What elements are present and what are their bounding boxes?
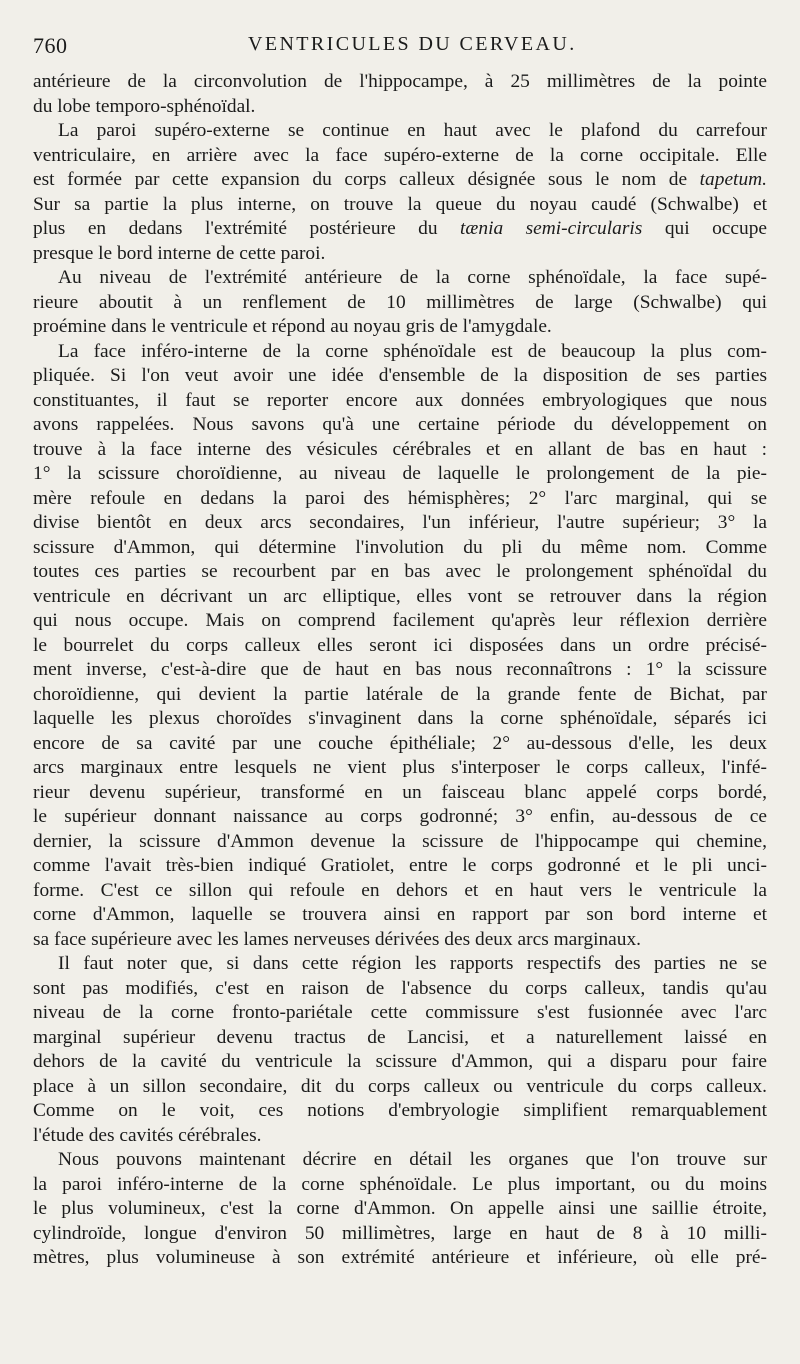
text-line [33, 438, 767, 463]
text-line [33, 119, 767, 144]
text-line [33, 879, 767, 904]
text-line [33, 1246, 767, 1271]
italic-term: tænia semi-circularis [460, 218, 643, 239]
text-line [33, 634, 767, 659]
text-line [33, 781, 767, 806]
text-line [33, 462, 767, 487]
text-line [33, 168, 767, 193]
text-line-content: sa face supérieure avec les lames nerveuses dérivées des deux arcs marginaux. [33, 928, 642, 950]
text-line [33, 977, 767, 1002]
text-line [33, 291, 767, 316]
text-line-content: pliquée. Si l'on veut avoir une idée d'ensemble de la disposition de ses parties [33, 365, 767, 386]
text-line-continuation: qui occupe [642, 218, 767, 239]
text-line [33, 952, 767, 977]
text-line [33, 830, 767, 855]
text-line-content: proémine dans le ventricule et répond au noyau gris de l'amygdale. [33, 316, 552, 337]
text-line-content: corne d'Ammon, laquelle se trouvera ainsi en rapport par son bord interne et [33, 904, 767, 925]
text-line-content: mère refoule en dedans la paroi des hémisphères; 2° l'arc marginal, qui se [33, 487, 767, 509]
text-line-content: dehors de la cavité du ventricule la scissure d'Ammon, qui a disparu pour faire [33, 1051, 767, 1072]
text-line [33, 1148, 767, 1173]
text-line-content: rieur devenu supérieur, transformé en un faisceau blanc appelé corps bordé, [33, 781, 767, 803]
text-line [33, 511, 767, 536]
text-line-content: la paroi inféro-interne de la corne sphénoïdale. Le plus important, ou du moins [33, 1173, 767, 1195]
text-line-content: ment inverse, c'est-à-dire que de haut en bas nous reconnaîtrons : 1° la scissure [33, 659, 767, 680]
text-line-content: constituantes, il faut se reporter encore aux données embryologiques que nous [33, 389, 767, 411]
text-line [33, 1099, 767, 1124]
text-line-content: Nous pouvons maintenant décrire en détail les organes que l'on trouve sur [58, 1149, 767, 1170]
text-line [33, 413, 767, 438]
text-line-content: 1° la scissure choroïdienne, au niveau de laquelle le prolongement de la pie- [33, 463, 767, 484]
text-line-content: marginal supérieur devenu tractus de Lancisi, et a naturellement laissé en [33, 1026, 767, 1048]
text-line [33, 70, 767, 95]
text-line-content: mètres, plus volumineuse à son extrémité antérieure et inférieure, où elle pré- [33, 1247, 767, 1268]
text-line-content: La face inféro-interne de la corne sphénoïdale est de beaucoup la plus com- [58, 340, 767, 362]
text-line-content: dernier, la scissure d'Ammon devenue la scissure de l'hippocampe qui chemine, [33, 830, 767, 852]
text-line-content: place à un sillon secondaire, dit du corps calleux ou ventricule du corps calleux. [33, 1075, 767, 1097]
text-line-content: cylindroïde, longue d'environ 50 millimètres, large en haut de 8 à 10 milli- [33, 1222, 767, 1244]
text-line [33, 266, 767, 291]
text-line-content: le bourrelet du corps calleux elles seront ici disposées dans un ordre précisé- [33, 634, 767, 656]
text-line [33, 658, 767, 683]
italic-term: tapetum. [699, 169, 767, 190]
text-line-content: niveau de la corne fronto-pariétale cette commissure s'est fusionnée avec l'arc [33, 1002, 767, 1023]
text-line [33, 683, 767, 708]
text-line-content: avons rappelées. Nous savons qu'à une certaine période du développement on [33, 414, 767, 435]
text-line [33, 1197, 767, 1222]
text-line [33, 144, 767, 169]
text-line-content: du lobe temporo-sphénoïdal. [33, 95, 256, 117]
text-line-content: presque le bord interne de cette paroi. [33, 242, 326, 264]
text-line [33, 389, 767, 414]
text-line [33, 1026, 767, 1051]
text-line [33, 756, 767, 781]
text-line-content: La paroi supéro-externe se continue en haut avec le plafond du carrefour [58, 120, 767, 141]
text-line-content: plus en dedans l'extrémité postérieure du [33, 218, 461, 239]
text-line [33, 1075, 767, 1100]
text-line [33, 487, 767, 512]
text-line-content: scissure d'Ammon, qui détermine l'involution du pli du même nom. Comme [33, 536, 767, 558]
text-line [33, 854, 767, 879]
text-line [33, 1050, 767, 1075]
text-line-content: l'étude des cavités cérébrales. [33, 1124, 262, 1146]
body-text [33, 70, 767, 1271]
text-line [33, 928, 767, 953]
text-line [33, 1124, 767, 1149]
text-line [33, 1001, 767, 1026]
text-line-content: trouve à la face interne des vésicules cérébrales et en allant de bas en haut : [33, 438, 767, 460]
text-line-content: choroïdienne, qui devient la partie latérale de la grande fente de Bichat, par [33, 683, 767, 705]
text-line-content: forme. C'est ce sillon qui refoule en dehors et en haut vers le ventricule la [33, 879, 767, 901]
text-line [33, 732, 767, 757]
text-line-content: est formée par cette expansion du corps calleux désignée sous le nom de [33, 169, 700, 190]
text-line [33, 585, 767, 610]
text-line [33, 560, 767, 585]
text-line [33, 242, 767, 267]
text-line [33, 315, 767, 340]
text-line [33, 609, 767, 634]
text-line [33, 364, 767, 389]
text-line-content: divise bientôt en deux arcs secondaires, l'un inférieur, l'autre supérieur; 3° la [33, 512, 767, 533]
text-line-content: qui nous occupe. Mais on comprend facilement qu'après leur réflexion derrière [33, 610, 767, 631]
text-line [33, 1222, 767, 1247]
text-line [33, 217, 767, 242]
text-line [33, 536, 767, 561]
text-line-content: comme l'avait très-bien indiqué Gratiolet, entre le corps godronné et le pli unci- [33, 855, 767, 876]
text-line [33, 903, 767, 928]
text-line-content: encore de sa cavité par une couche épithéliale; 2° au-dessous d'elle, les deux [33, 732, 767, 754]
text-line-content: ventricule en décrivant un arc elliptique, elles vont se retrouver dans la région [33, 585, 767, 607]
page-header [33, 33, 773, 63]
text-line-content: Au niveau de l'extrémité antérieure de la corne sphénoïdale, la face supé- [58, 267, 767, 288]
text-line-content: antérieure de la circonvolution de l'hippocampe, à 25 millimètres de la pointe [33, 71, 767, 92]
text-line-content: le supérieur donnant naissance au corps godronné; 3° enfin, au-dessous de ce [33, 806, 767, 827]
page-number: 760 [33, 33, 68, 58]
text-line-content: toutes ces parties se recourbent par en bas avec le prolongement sphénoïdal du [33, 561, 767, 582]
text-line-content: Comme on le voit, ces notions d'embryologie simplifient remarquablement [33, 1100, 767, 1121]
text-line [33, 340, 767, 365]
text-line-content: Sur sa partie la plus interne, on trouve la queue du noyau caudé (Schwalbe) et [33, 193, 767, 215]
text-line-content: arcs marginaux entre lesquels ne vient plus s'interposer le corps calleux, l'infé- [33, 757, 767, 778]
text-line [33, 193, 767, 218]
text-line [33, 95, 767, 120]
text-line-content: le plus volumineux, c'est la corne d'Ammon. On appelle ainsi une saillie étroite, [33, 1198, 767, 1219]
text-line-content: rieure aboutit à un renflement de 10 millimètres de large (Schwalbe) qui [33, 291, 767, 313]
text-line [33, 1173, 767, 1198]
text-line [33, 805, 767, 830]
text-line-content: sont pas modifiés, c'est en raison de l'absence du corps calleux, tandis qu'au [33, 977, 767, 999]
text-line-content: ventriculaire, en arrière avec la face supéro-externe de la corne occipitale. Elle [33, 144, 767, 166]
text-line [33, 707, 767, 732]
text-line-content: Il faut noter que, si dans cette région les rapports respectifs des parties ne se [58, 953, 767, 974]
running-title: VENTRICULES DU CERVEAU. [248, 33, 577, 55]
text-line-content: laquelle les plexus choroïdes s'invaginent dans la corne sphénoïdale, séparés ici [33, 708, 767, 729]
